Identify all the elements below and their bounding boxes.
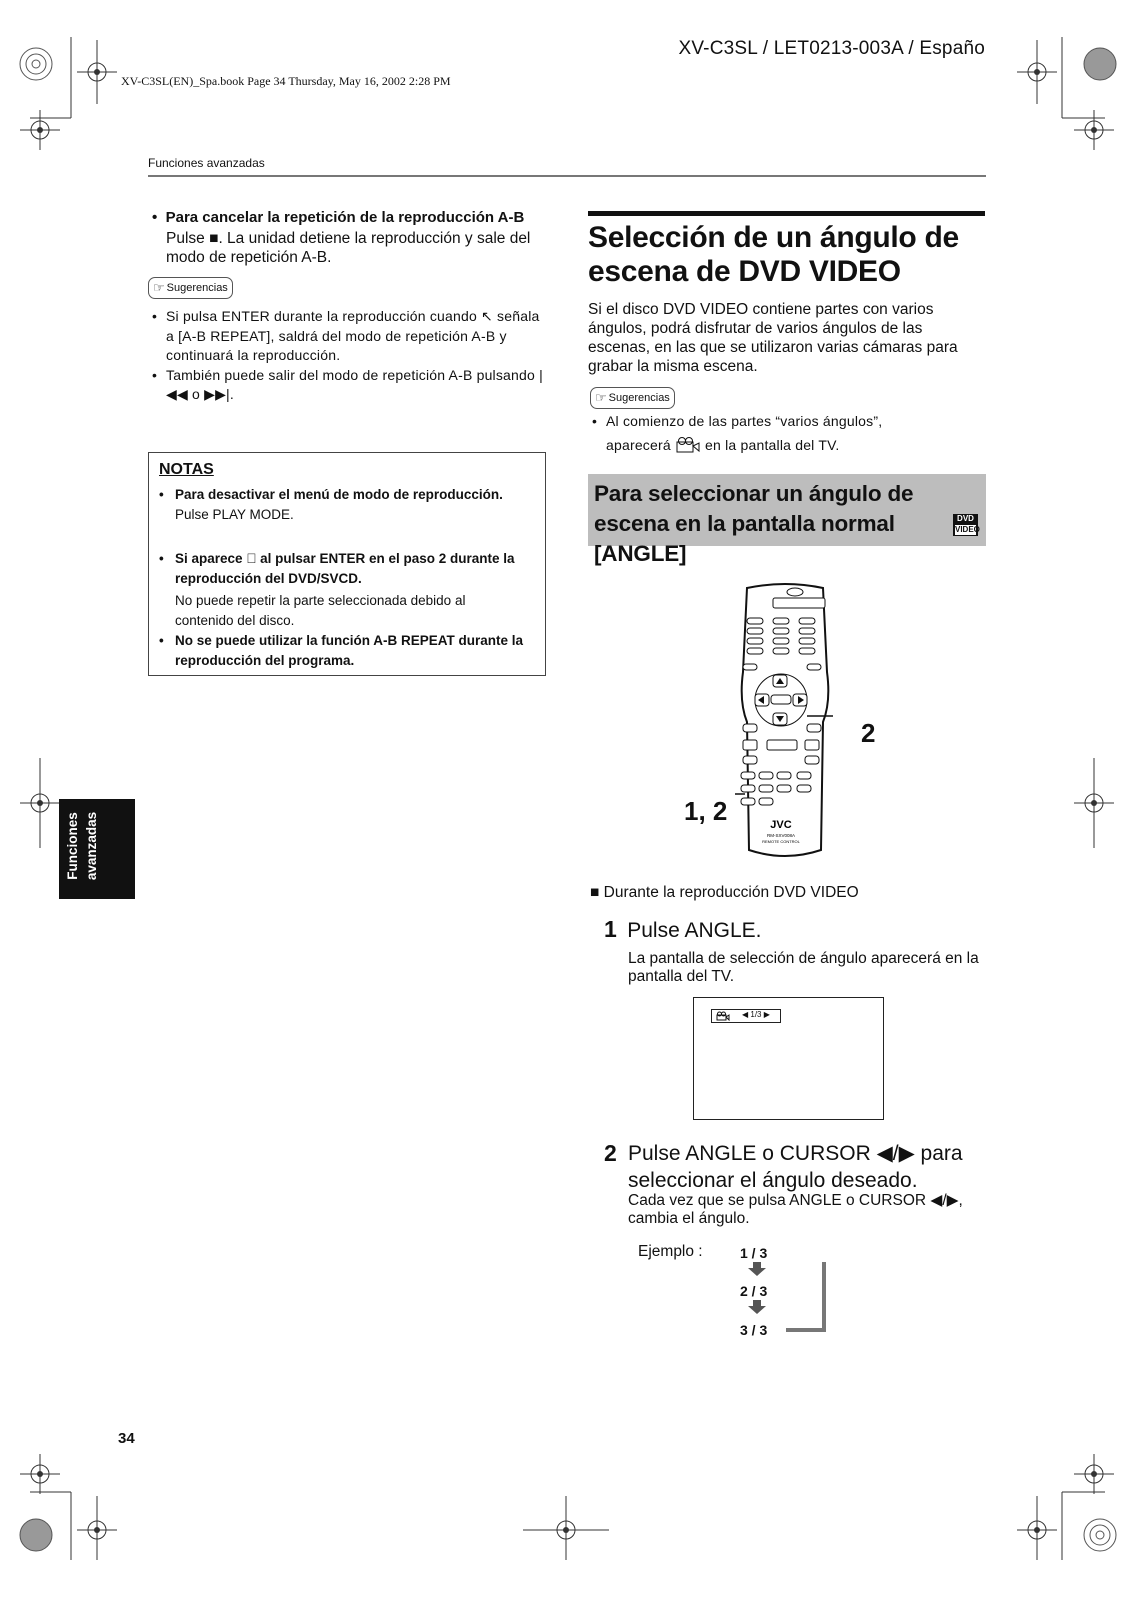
side-tab bbox=[59, 799, 135, 899]
angle-1: 1 / 3 bbox=[740, 1245, 768, 1261]
header-rule bbox=[148, 175, 986, 177]
step-1 bbox=[604, 916, 761, 943]
side-tab-line: avanzadas bbox=[84, 811, 99, 881]
page-title: Selección de un ángulo de escena de DVD VIDEO bbox=[588, 221, 959, 288]
condition-label: ■ Durante la reproducción DVD VIDEO bbox=[590, 884, 859, 901]
angle-tip: • Al comienzo de las partes “varios ángulos”, aparecerá en la pantalla del TV. bbox=[592, 413, 883, 453]
tips-label bbox=[590, 387, 675, 409]
remote-model: RM-SXV008A bbox=[766, 833, 796, 838]
remote-brand: JVC bbox=[770, 819, 792, 831]
tip-text: Al comienzo de las partes “varios ángulos”, bbox=[606, 413, 883, 429]
note-text: Pulse PLAY MODE. bbox=[175, 506, 294, 522]
tips-list bbox=[148, 307, 548, 405]
left-column bbox=[148, 208, 548, 405]
title-bar bbox=[588, 211, 985, 216]
note-item: • Para desactivar el menú de modo de reproducción. Pulse PLAY MODE. bbox=[175, 485, 525, 524]
camera-angle-icon bbox=[675, 436, 701, 454]
tip-item: • También puede salir del modo de repetición A-B pulsando |◀◀ o ▶▶|. bbox=[152, 366, 543, 402]
step-number: 2 bbox=[604, 1140, 617, 1166]
hand-pointer-icon: ☞ bbox=[595, 390, 607, 405]
tv-screen bbox=[693, 997, 884, 1120]
angle-2: 2 / 3 bbox=[740, 1283, 768, 1299]
tip-text: Si pulsa ENTER durante la reproducción cuando ↖ señala a [A-B REPEAT], saldrá del modo de repetición A-B y continuará la reproducción. bbox=[166, 308, 540, 363]
tips-label bbox=[148, 277, 548, 299]
remote-sub: REMOTE CONTROL bbox=[762, 839, 800, 844]
dvd-video-badge bbox=[953, 514, 978, 536]
tip-item: • Si pulsa ENTER durante la reproducción cuando ↖ señala a [A-B REPEAT], saldrá del modo de repetición A-B y continuará la reproducción. bbox=[152, 308, 540, 363]
note-bold: Para desactivar el menú de modo de reproducción. bbox=[175, 487, 503, 502]
step-2-description: Cada vez que se pulsa ANGLE o CURSOR ◀/▶, cambia el ángulo. bbox=[628, 1192, 963, 1227]
intro-paragraph: Si el disco DVD VIDEO contiene partes con varios ángulos, podrá disfrutar de varios ángulos de las escenas, en las que se utilizaron varias cámaras para grabar la misma escena. bbox=[588, 301, 958, 375]
badge-top: DVD bbox=[957, 514, 974, 523]
tip-text: También puede salir del modo de repetición A-B pulsando |◀◀ o ▶▶|. bbox=[166, 366, 543, 402]
page-number: 34 bbox=[118, 1430, 135, 1447]
side-tab-line: Funciones bbox=[65, 812, 80, 880]
note-bold: No se puede utilizar la función A-B REPEAT durante la reproducción del programa. bbox=[175, 633, 524, 668]
note-item: • Si aparece ⃠ al pulsar ENTER en el paso 2 durante la reproducción del DVD/SVCD. No puede repetir la parte seleccionada debido al contenido del disco. bbox=[175, 549, 525, 630]
cancel-heading: • Para cancelar la repetición de la reproducción A-B bbox=[152, 209, 525, 226]
note-text: No puede repetir la parte seleccionada debido al contenido del disco. bbox=[175, 593, 466, 628]
example-label: Ejemplo : bbox=[638, 1243, 703, 1260]
notes-box bbox=[148, 452, 546, 676]
subsection-title: Para seleccionar un ángulo de escena en la pantalla normal [ANGLE] bbox=[594, 481, 914, 566]
callout-steps-1-2: 1, 2 bbox=[684, 796, 728, 826]
angle-osd bbox=[711, 1009, 781, 1023]
cancel-body: Pulse ■. La unidad detiene la reproducción y sale del modo de repetición A-B. bbox=[166, 230, 531, 266]
step-text: Pulse ANGLE. bbox=[627, 919, 762, 942]
step-number: 1 bbox=[604, 916, 617, 942]
book-info: XV-C3SL(EN)_Spa.book Page 34 Thursday, May 16, 2002 2:28 PM bbox=[121, 74, 451, 88]
remote-control-illustration bbox=[735, 582, 835, 862]
subsection-heading bbox=[588, 474, 986, 566]
notes-heading: NOTAS bbox=[159, 461, 214, 478]
step-text: Pulse ANGLE o CURSOR ◀/▶ para seleccionar el ángulo deseado. bbox=[628, 1142, 963, 1192]
osd-value: ◀ 1/3 ▶ bbox=[742, 1010, 770, 1019]
badge-bottom: VIDEO bbox=[955, 525, 980, 534]
tips-label-text: Sugerencias bbox=[166, 282, 228, 294]
camera-angle-icon bbox=[716, 1011, 730, 1021]
step-2 bbox=[604, 1140, 1004, 1194]
tip-text: en la pantalla del TV. bbox=[705, 436, 840, 453]
angle-3: 3 / 3 bbox=[740, 1322, 768, 1338]
tip-text: aparecerá bbox=[606, 436, 671, 453]
cancel-heading-text: Para cancelar la repetición de la reproducción A-B bbox=[165, 209, 525, 226]
document-id: XV-C3SL / LET0213-003A / Españo bbox=[678, 38, 985, 59]
note-item: • No se puede utilizar la función A-B REPEAT durante la reproducción del programa. bbox=[175, 631, 525, 670]
callout-step-2: 2 bbox=[861, 718, 876, 748]
tips-label-text: Sugerencias bbox=[608, 392, 670, 404]
step-1-description: La pantalla de selección de ángulo aparecerá en la pantalla del TV. bbox=[628, 950, 979, 985]
section-label: Funciones avanzadas bbox=[148, 156, 265, 170]
hand-pointer-icon: ☞ bbox=[153, 280, 165, 295]
note-bold: Si aparece ⃠ al pulsar ENTER en el paso 2 durante la reproducción del DVD/SVCD. bbox=[175, 551, 515, 586]
angle-cycle-arrows bbox=[748, 1262, 848, 1342]
